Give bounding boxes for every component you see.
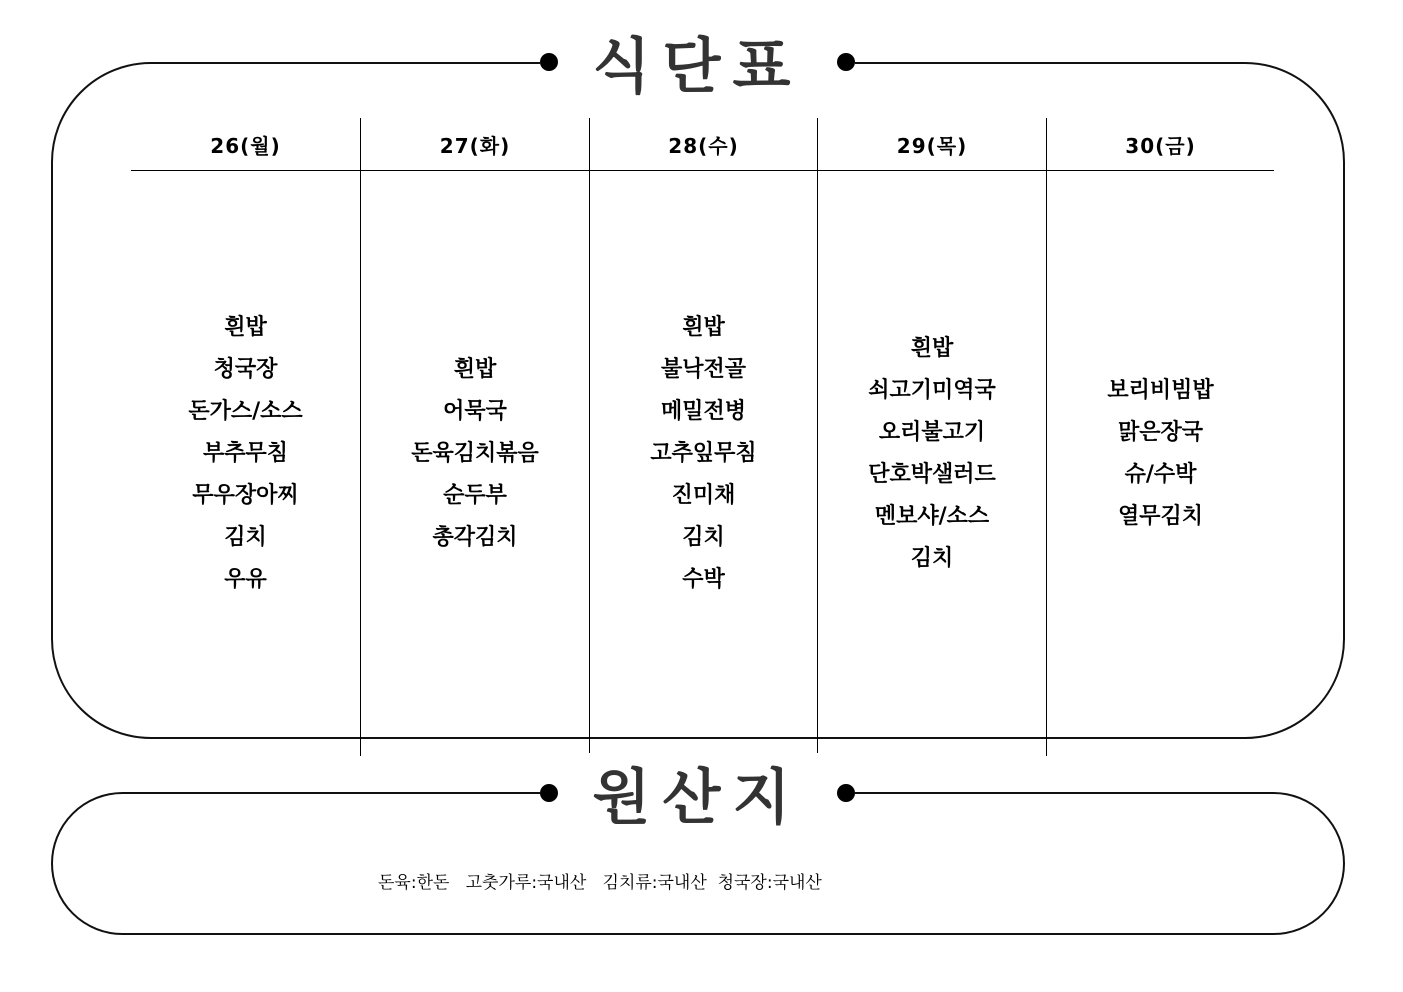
menu-item: 쇠고기미역국 bbox=[868, 378, 996, 403]
title-left-dot bbox=[540, 784, 558, 802]
menu-item-list bbox=[590, 170, 817, 738]
title-right-dot bbox=[837, 53, 855, 71]
menu-item: 총각김치 bbox=[432, 525, 518, 550]
menu-table bbox=[131, 118, 1274, 756]
menu-item: 무우장아찌 bbox=[192, 483, 299, 508]
menu-item: 돈육김치볶음 bbox=[411, 441, 539, 466]
menu-item: 흰밥 bbox=[910, 336, 954, 361]
day-header: 26(월) bbox=[210, 133, 281, 158]
day-header: 30(금) bbox=[1125, 133, 1196, 158]
menu-item: 부추무침 bbox=[202, 441, 288, 466]
menu-item: 순두부 bbox=[443, 483, 507, 508]
menu-item: 맑은장국 bbox=[1117, 420, 1203, 445]
menu-item-list bbox=[361, 170, 589, 738]
menu-item: 보리비빔밥 bbox=[1107, 378, 1214, 403]
menu-item: 우유 bbox=[224, 567, 267, 592]
title-left-dot bbox=[540, 53, 558, 71]
menu-item: 단호박샐러드 bbox=[868, 462, 996, 487]
origin-title-band bbox=[540, 753, 855, 833]
origin-text: 돈육:한돈 고춧가루:국내산 김치류:국내산 청국장:국내산 bbox=[378, 873, 822, 893]
menu-item: 김치 bbox=[224, 525, 267, 550]
menu-item-list bbox=[818, 170, 1046, 738]
menu-item-list bbox=[1047, 170, 1274, 738]
menu-item: 슈/수박 bbox=[1124, 462, 1197, 487]
menu-item: 오리불고기 bbox=[878, 420, 986, 445]
menu-item: 김치 bbox=[910, 546, 954, 571]
menu-item-list bbox=[131, 170, 360, 738]
day-column-5 bbox=[1046, 118, 1274, 756]
day-column-2 bbox=[360, 118, 589, 756]
menu-item: 흰밥 bbox=[224, 315, 267, 340]
day-header: 29(목) bbox=[896, 133, 968, 158]
menu-item: 진미채 bbox=[671, 483, 736, 508]
day-header: 27(화) bbox=[439, 133, 511, 158]
menu-item: 흰밥 bbox=[682, 315, 725, 340]
origin-title: 원산지 bbox=[592, 763, 803, 833]
menu-item: 열무김치 bbox=[1117, 504, 1203, 529]
day-column-4 bbox=[817, 118, 1046, 756]
menu-title-band bbox=[540, 22, 855, 102]
menu-item: 김치 bbox=[682, 525, 725, 550]
menu-item: 멘보샤/소스 bbox=[874, 504, 990, 529]
menu-item: 메밀전병 bbox=[660, 399, 746, 424]
menu-item: 돈가스/소스 bbox=[188, 399, 303, 424]
menu-item: 어묵국 bbox=[443, 399, 507, 424]
day-column-3 bbox=[589, 118, 817, 756]
menu-item: 불낙전골 bbox=[660, 357, 746, 382]
menu-item: 흰밥 bbox=[453, 357, 497, 382]
menu-title: 식단표 bbox=[592, 32, 803, 102]
title-right-dot bbox=[837, 784, 855, 802]
day-column-1 bbox=[131, 118, 360, 756]
menu-item: 수박 bbox=[682, 567, 725, 592]
menu-item: 고추잎무침 bbox=[650, 441, 757, 466]
menu-item: 청국장 bbox=[213, 357, 278, 382]
day-header: 28(수) bbox=[668, 133, 739, 158]
